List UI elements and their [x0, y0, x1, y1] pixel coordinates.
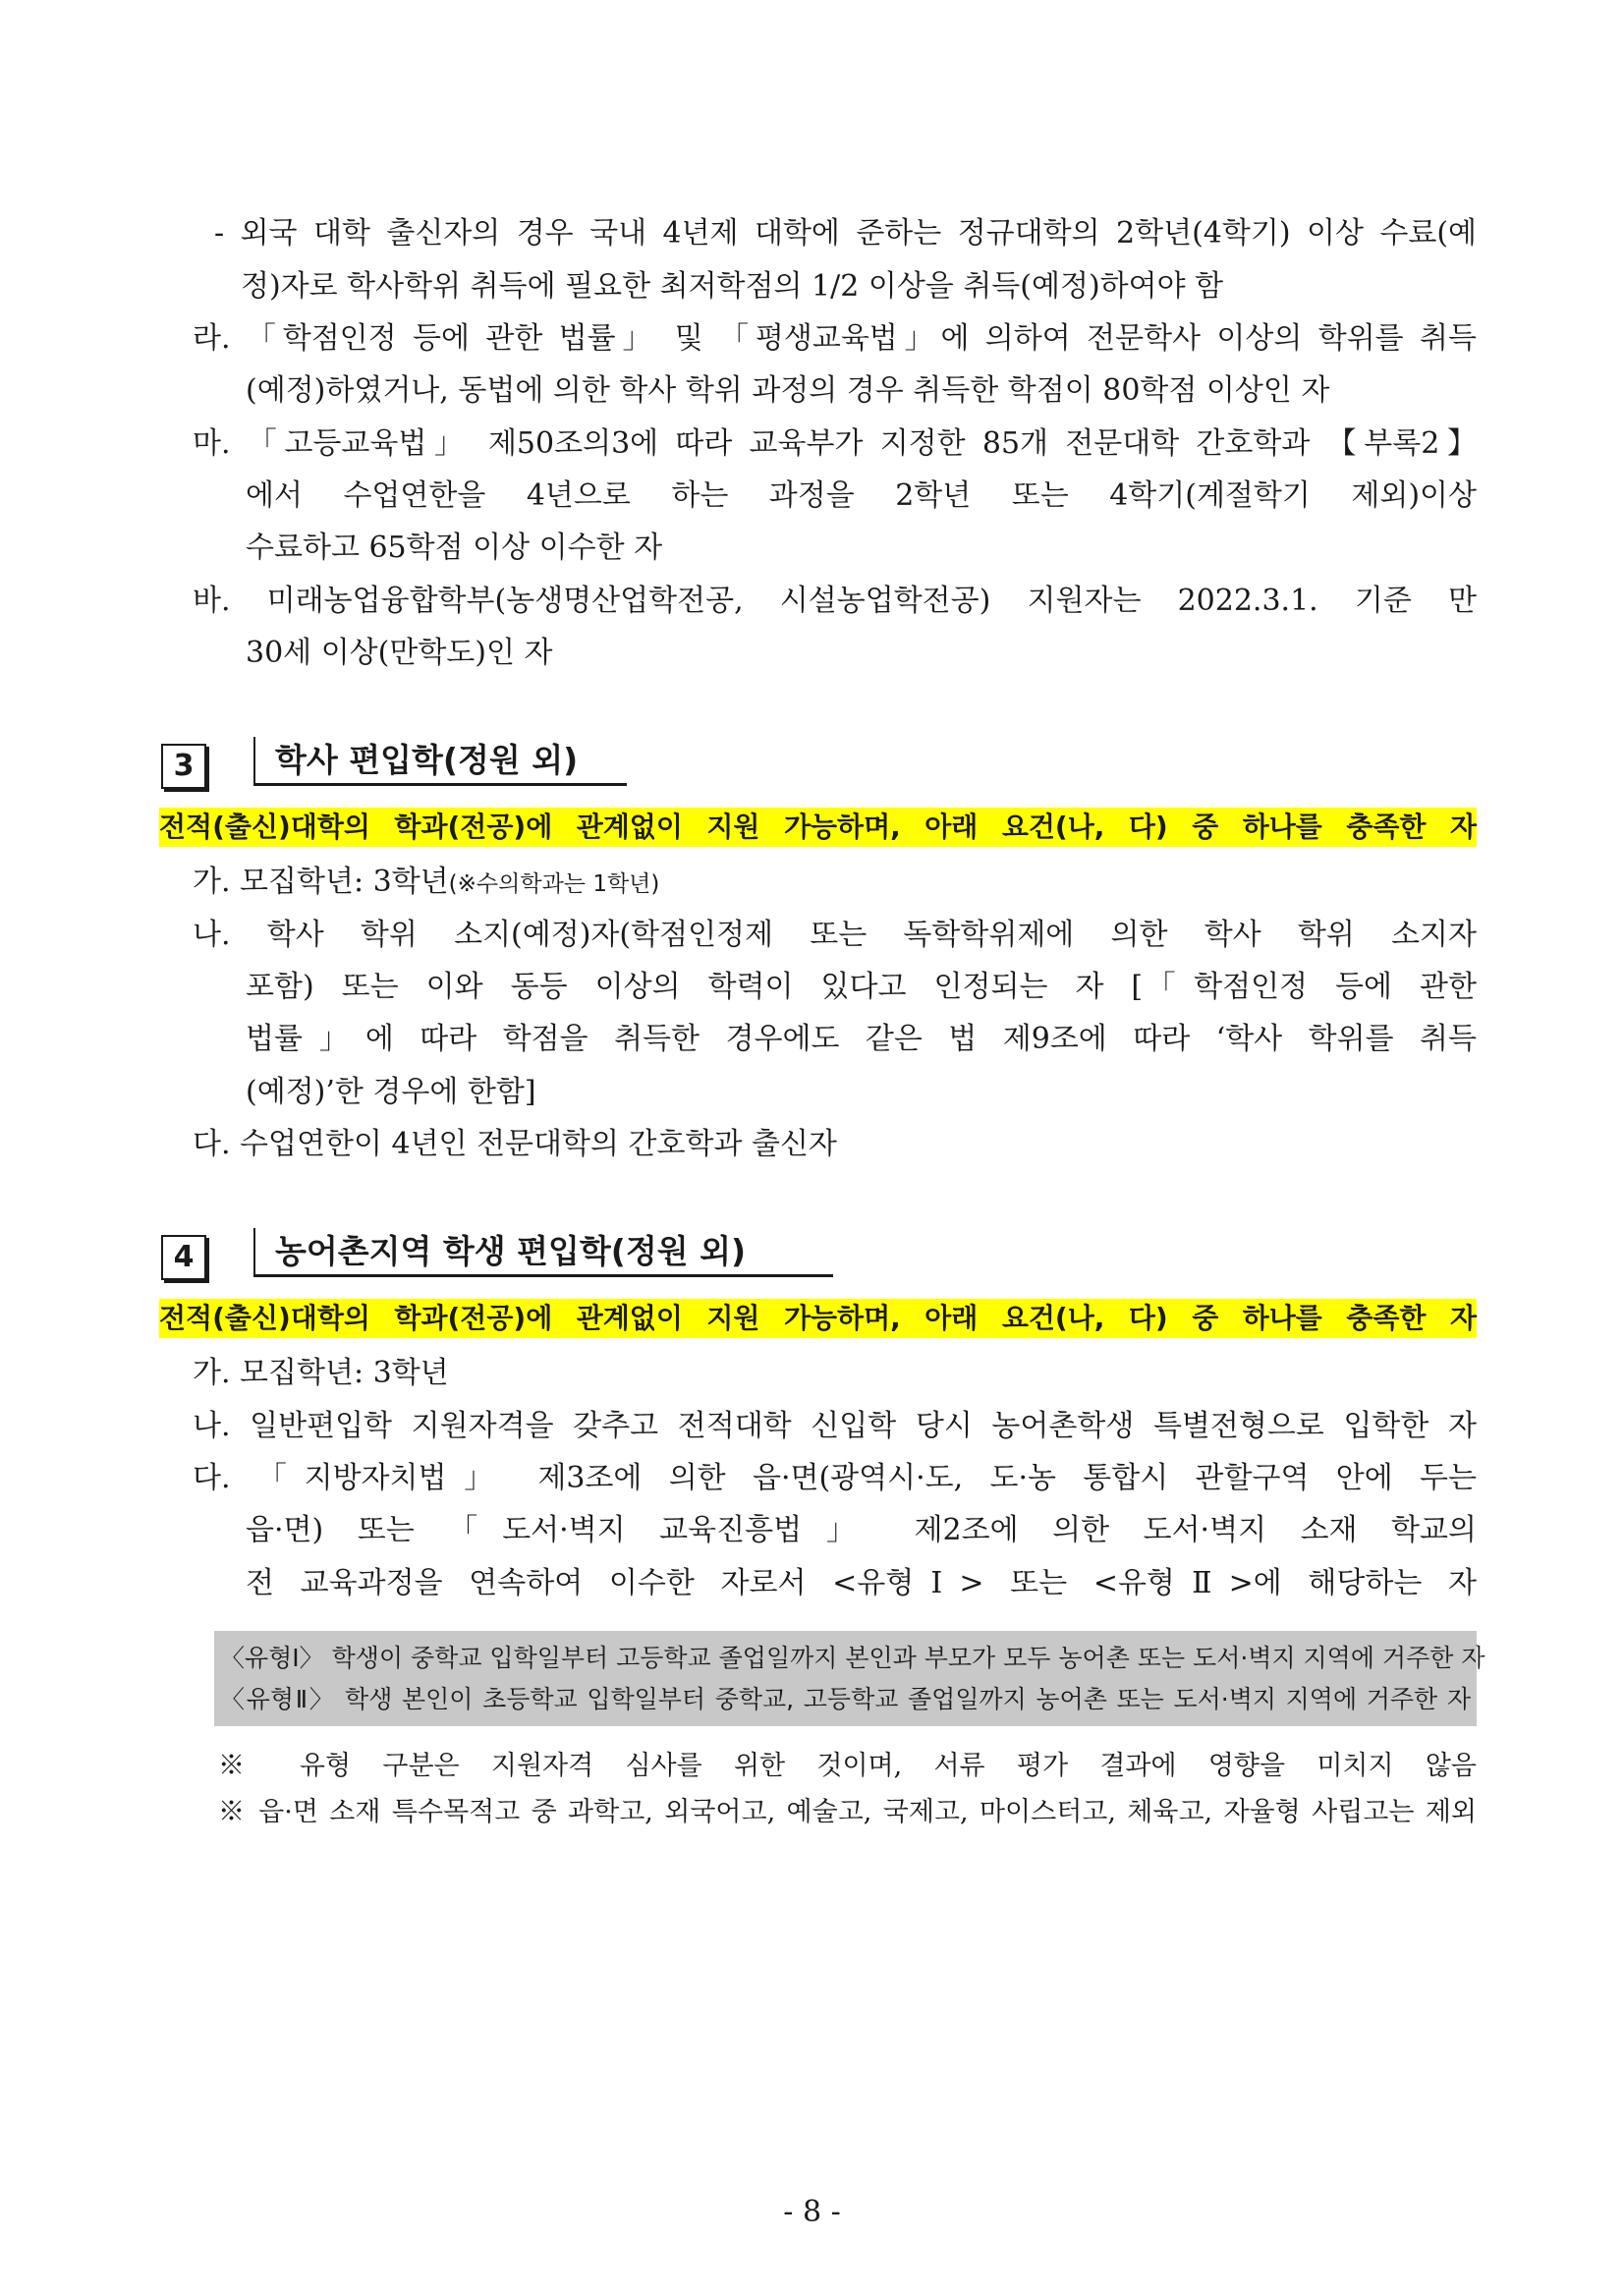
item-da-line: 전 교육과정을 연속하여 이수한 자로서 <유형Ⅰ> 또는 <유형Ⅱ>에 해당하는 자	[246, 1566, 1477, 1600]
item-na-line: (예정)’한 경우에 한함]	[246, 1075, 536, 1109]
item-ra-line: (예정)하였거나, 동법에 의한 학사 학위 과정의 경우 취득한 학점이 80학점 이상인 자	[246, 373, 1330, 408]
item-da-line: 다. 「지방자치법」 제3조에 의한 읍·면(광역시·도, 도·농 통합시 관할구역 안에 두는	[193, 1461, 1477, 1495]
section-title: 학사 편입학(정원 외)	[253, 737, 627, 786]
highlight-requirement	[159, 1299, 1477, 1338]
section-number-badge: 3	[161, 744, 206, 789]
type-definition-box	[214, 1631, 1485, 1726]
type-2-definition: 〈유형Ⅱ〉 학생 본인이 초등학교 입학일부터 중학교, 고등학교 졸업일까지 농어촌 또는 도서·벽지 지역에 거주한 자	[220, 1685, 1471, 1713]
item-ga-note: (※수의학과는 1학년)	[448, 871, 660, 897]
item-da-line: 다. 수업연한이 4년인 전문대학의 간호학과 출신자	[193, 1127, 837, 1161]
item-ma-line: 마. 「고등교육법」 제50조의3에 따라 교육부가 지정한 85개 전문대학 간호학과 【부록2】	[193, 426, 1477, 461]
highlight-requirement	[159, 808, 1477, 847]
item-na-line: 나. 일반편입학 지원자격을 갖추고 전적대학 신입학 당시 농어촌학생 특별전형으로 입학한 자	[193, 1409, 1477, 1443]
item-ga-line	[193, 863, 659, 904]
item-ma-line: 에서 수업연한을 4년으로 하는 과정을 2학년 또는 4학기(계절학기 제외)이상	[246, 478, 1477, 513]
highlight-text: 전적(출신)대학의 학과(전공)에 관계없이 지원 가능하며, 아래 요건(나, 다) 중 하나를 충족한 자	[159, 1302, 1477, 1334]
section-title: 농어촌지역 학생 편입학(정원 외)	[253, 1228, 833, 1277]
item-na-line: 나. 학사 학위 소지(예정)자(학점인정제 또는 독학학위제에 의한 학사 학위 소지자	[193, 918, 1477, 952]
section-number-badge: 4	[161, 1235, 206, 1280]
item-na-line: 법률」에 따라 학점을 취득한 경우에도 같은 법 제9조에 따라 ‘학사 학위를 취득	[246, 1022, 1477, 1056]
dash-item-line: - 외국 대학 출신자의 경우 국내 4년제 대학에 준하는 정규대학의 2학년(4학기) 이상 수료(예	[214, 216, 1477, 251]
type-1-definition: 〈유형Ⅰ〉 학생이 중학교 입학일부터 고등학교 졸업일까지 본인과 부모가 모두 농어촌 또는 도서·벽지 지역에 거주한 자	[220, 1644, 1485, 1672]
footnote: ※ 읍·면 소재 특수목적고 중 과학고, 외국어고, 예술고, 국제고, 마이스터고, 체육고, 자율형 사립고는 제외	[218, 1797, 1477, 1827]
item-da-line: 읍·면) 또는 「도서·벽지 교육진흥법」 제2조에 의한 도서·벽지 소재 학교의	[246, 1513, 1477, 1547]
item-ma-line: 수료하고 65학점 이상 이수한 자	[246, 531, 663, 565]
highlight-text: 전적(출신)대학의 학과(전공)에 관계없이 지원 가능하며, 아래 요건(나, 다) 중 하나를 충족한 자	[159, 811, 1477, 843]
item-ga-line: 가. 모집학년: 3학년	[193, 1356, 449, 1390]
page-number: - 8 -	[783, 2195, 841, 2229]
footnote: ※ 유형 구분은 지원자격 심사를 위한 것이며, 서류 평가 결과에 영향을 미치지 않음	[218, 1751, 1477, 1781]
item-ga-text: 가. 모집학년: 3학년	[193, 865, 449, 899]
item-ra-line: 라. 「학점인정 등에 관한 법률」 및 「평생교육법」에 의하여 전문학사 이상의 학위를 취득	[193, 321, 1477, 356]
dash-item-line: 정)자로 학사학위 취득에 필요한 최저학점의 1/2 이상을 취득(예정)하여야 함	[241, 269, 1224, 304]
item-ba-line: 바. 미래농업융합학부(농생명산업학전공, 시설농업학전공) 지원자는 2022.3.1. 기준 만	[193, 584, 1477, 618]
item-na-line: 포함) 또는 이와 동등 이상의 학력이 있다고 인정되는 자 [「학점인정 등에 관한	[246, 970, 1477, 1004]
item-ba-line: 30세 이상(만학도)인 자	[246, 636, 553, 670]
